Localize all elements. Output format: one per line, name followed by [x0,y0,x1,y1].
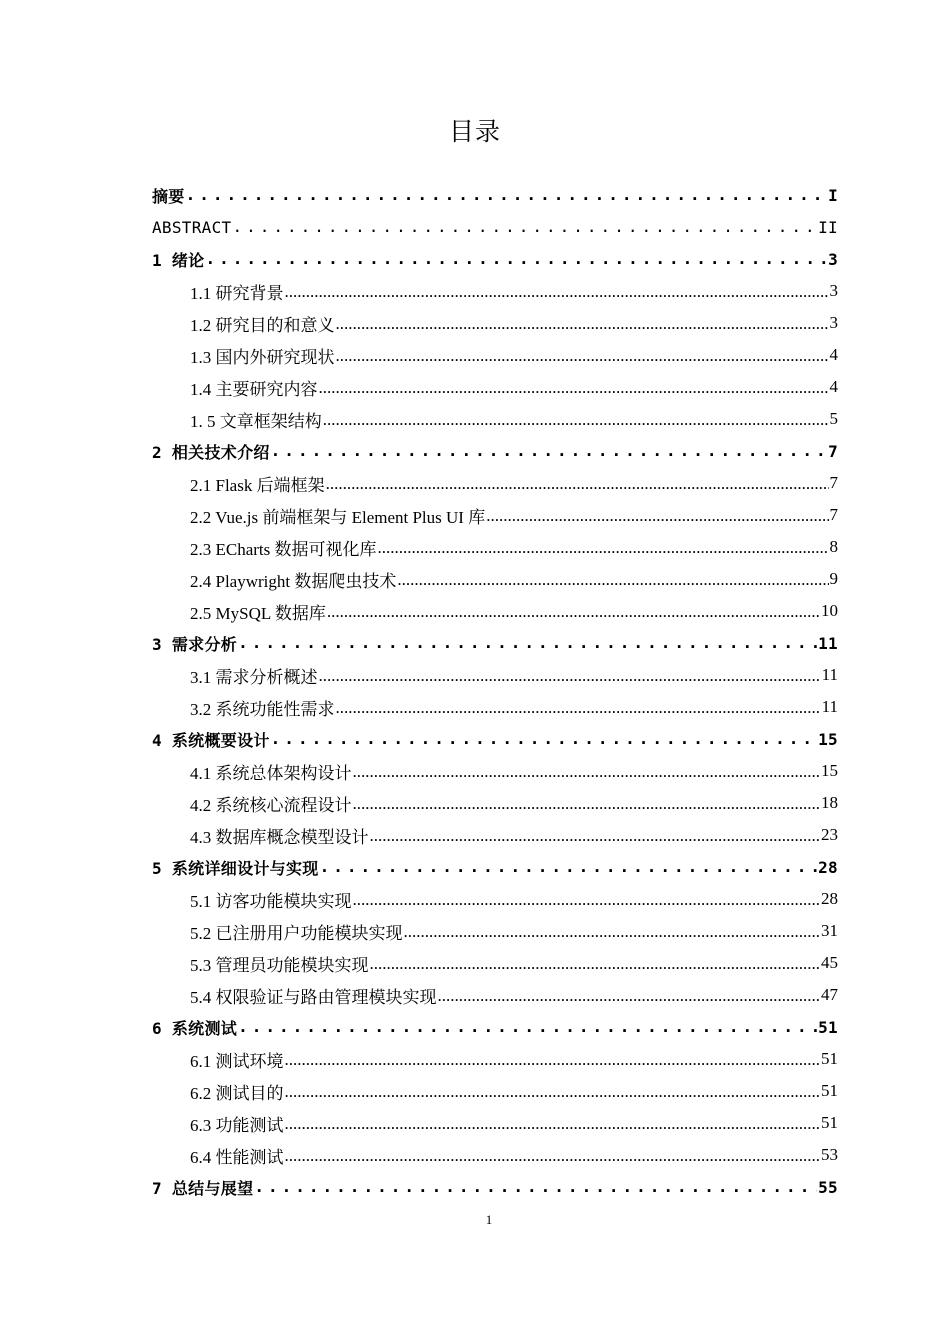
toc-entry-label: 5.1 访客功能模块实现 [190,891,352,911]
toc-entry-page-number: 7 [829,473,838,492]
dot-leader [285,283,829,300]
dot-leader [271,731,817,747]
toc-entry-page-number: 53 [821,1145,838,1164]
dot-leader [378,539,829,556]
toc-entry-label: 4.3 数据库概念模型设计 [190,827,369,847]
toc-entry-label: 3.1 需求分析概述 [190,667,318,687]
toc-entry-page-number: 4 [829,345,838,364]
toc-entry-label: 2.5 MySQL 数据库 [190,603,326,623]
toc-chapter-entry[interactable] [152,1011,838,1043]
toc-entry-page-number: 51 [821,1049,838,1068]
toc-section-entry[interactable] [152,275,838,307]
toc-entry-label: 6.1 测试环境 [190,1051,284,1071]
dot-leader [319,667,821,684]
toc-entry-page-number: 7 [828,441,838,461]
toc-entry-page-number: 11 [821,665,838,684]
toc-section-entry[interactable] [152,659,838,691]
toc-section-entry[interactable] [152,371,838,403]
dot-leader [336,699,821,716]
dot-leader [238,635,817,651]
toc-entry-label: 5.3 管理员功能模块实现 [190,955,369,975]
toc-entry-page-number: 28 [818,857,838,877]
toc-section-entry[interactable] [152,1139,838,1171]
dot-leader [353,795,821,812]
toc-entry-page-number: 23 [821,825,838,844]
dot-leader [336,315,829,332]
toc-entry-page-number: 31 [821,921,838,940]
dot-leader [438,987,821,1004]
toc-entry-label: 6.3 功能测试 [190,1115,284,1135]
dot-leader [254,1179,817,1195]
toc-entry-page-number: 47 [821,985,838,1004]
toc-section-entry[interactable] [152,595,838,627]
toc-chapter-entry[interactable] [152,723,838,755]
dot-leader [326,475,829,492]
toc-chapter-entry[interactable] [152,851,838,883]
toc-entry-page-number: I [828,185,838,205]
dot-leader [205,251,827,267]
toc-section-entry[interactable] [152,339,838,371]
toc-chapter-entry[interactable] [152,211,838,243]
toc-entry-page-number: 8 [829,537,838,556]
dot-leader [285,1115,821,1132]
dot-leader [320,859,818,875]
toc-entry-label: 2 相关技术介绍 [152,442,270,462]
dot-leader [353,763,821,780]
dot-leader [370,827,821,844]
toc-entry-label: 6.4 性能测试 [190,1147,284,1167]
toc-entry-page-number: 18 [821,793,838,812]
toc-entry-page-number: 51 [818,1017,838,1037]
toc-section-entry[interactable] [152,403,838,435]
dot-leader [397,571,828,588]
dot-leader [336,347,829,364]
toc-entry-page-number: 51 [821,1081,838,1100]
toc-entry-label: 4 系统概要设计 [152,730,270,750]
toc-section-entry[interactable] [152,691,838,723]
toc-section-entry[interactable] [152,531,838,563]
toc-entry-label: 5.2 已注册用户功能模块实现 [190,923,403,943]
toc-section-entry[interactable] [152,883,838,915]
toc-entry-label: 2.4 Playwright 数据爬虫技术 [190,571,397,591]
toc-entry-label: 3.2 系统功能性需求 [190,699,335,719]
toc-section-entry[interactable] [152,787,838,819]
dot-leader [319,379,829,396]
toc-entry-label: 5.4 权限验证与路由管理模块实现 [190,987,437,1007]
toc-section-entry[interactable] [152,915,838,947]
toc-section-entry[interactable] [152,979,838,1011]
toc-entry-page-number: 15 [818,729,838,749]
toc-entry-page-number: 45 [821,953,838,972]
toc-entry-page-number: 15 [821,761,838,780]
toc-chapter-entry[interactable] [152,243,838,275]
toc-entry-label: 3 需求分析 [152,634,238,654]
dot-leader [285,1051,821,1068]
toc-entry-label: 2.1 Flask 后端框架 [190,475,325,495]
toc-entry-page-number: 51 [821,1113,838,1132]
toc-entry-page-number: 28 [821,889,838,908]
dot-leader [285,1083,821,1100]
toc-section-entry[interactable] [152,947,838,979]
toc-entry-page-number: 3 [829,313,838,332]
dot-leader [353,891,821,908]
dot-leader [323,411,829,428]
toc-chapter-entry[interactable] [152,627,838,659]
dot-leader [271,443,827,459]
toc-section-entry[interactable] [152,1107,838,1139]
toc-section-entry[interactable] [152,563,838,595]
footer-page-number: 1 [485,1212,493,1227]
toc-entry-page-number: II [818,217,838,237]
toc-entry-label: 1 绪论 [152,250,205,270]
toc-entry-label: 5 系统详细设计与实现 [152,858,319,878]
toc-entry-page-number: 10 [821,601,838,620]
dot-leader [238,1019,817,1035]
toc-entry-label: 摘要 [152,186,185,206]
toc-entry-label: 7 总结与展望 [152,1178,254,1198]
toc-section-entry[interactable] [152,819,838,851]
toc-section-entry[interactable] [152,467,838,499]
toc-entry-label: 6 系统测试 [152,1018,238,1038]
toc-entry-page-number: 55 [818,1177,838,1197]
toc-entry-label: 1. 5 文章框架结构 [190,411,322,431]
table-of-contents [152,179,838,1203]
toc-entry-label: ABSTRACT [152,217,232,237]
toc-section-entry[interactable] [152,499,838,531]
toc-chapter-entry[interactable] [152,179,838,211]
toc-entry-label: 1.4 主要研究内容 [190,379,318,399]
dot-leader [285,1147,821,1164]
toc-entry-page-number: 7 [829,505,838,524]
page-title: 目录 [448,117,501,146]
dot-leader [486,507,828,524]
toc-entry-page-number: 3 [828,249,838,269]
toc-section-entry[interactable] [152,1043,838,1075]
toc-entry-label: 1.1 研究背景 [190,283,284,303]
dot-leader [370,955,821,972]
dot-leader [327,603,820,620]
toc-section-entry[interactable] [152,307,838,339]
toc-entry-label: 6.2 测试目的 [190,1083,284,1103]
toc-entry-page-number: 3 [829,281,838,300]
dot-leader [404,923,821,940]
toc-entry-label: 2.2 Vue.js 前端框架与 Element Plus UI 库 [190,507,486,527]
toc-entry-page-number: 11 [818,633,838,653]
toc-entry-label: 2.3 ECharts 数据可视化库 [190,539,377,559]
toc-chapter-entry[interactable] [152,435,838,467]
toc-entry-page-number: 4 [829,377,838,396]
dot-leader [186,187,827,203]
toc-chapter-entry[interactable] [152,1171,838,1203]
toc-section-entry[interactable] [152,1075,838,1107]
toc-entry-page-number: 9 [829,569,838,588]
toc-entry-page-number: 11 [821,697,838,716]
toc-entry-label: 4.2 系统核心流程设计 [190,795,352,815]
toc-entry-label: 4.1 系统总体架构设计 [190,763,352,783]
dot-leader [232,219,817,235]
toc-section-entry[interactable] [152,755,838,787]
toc-entry-label: 1.2 研究目的和意义 [190,315,335,335]
toc-entry-page-number: 5 [829,409,838,428]
toc-entry-label: 1.3 国内外研究现状 [190,347,335,367]
